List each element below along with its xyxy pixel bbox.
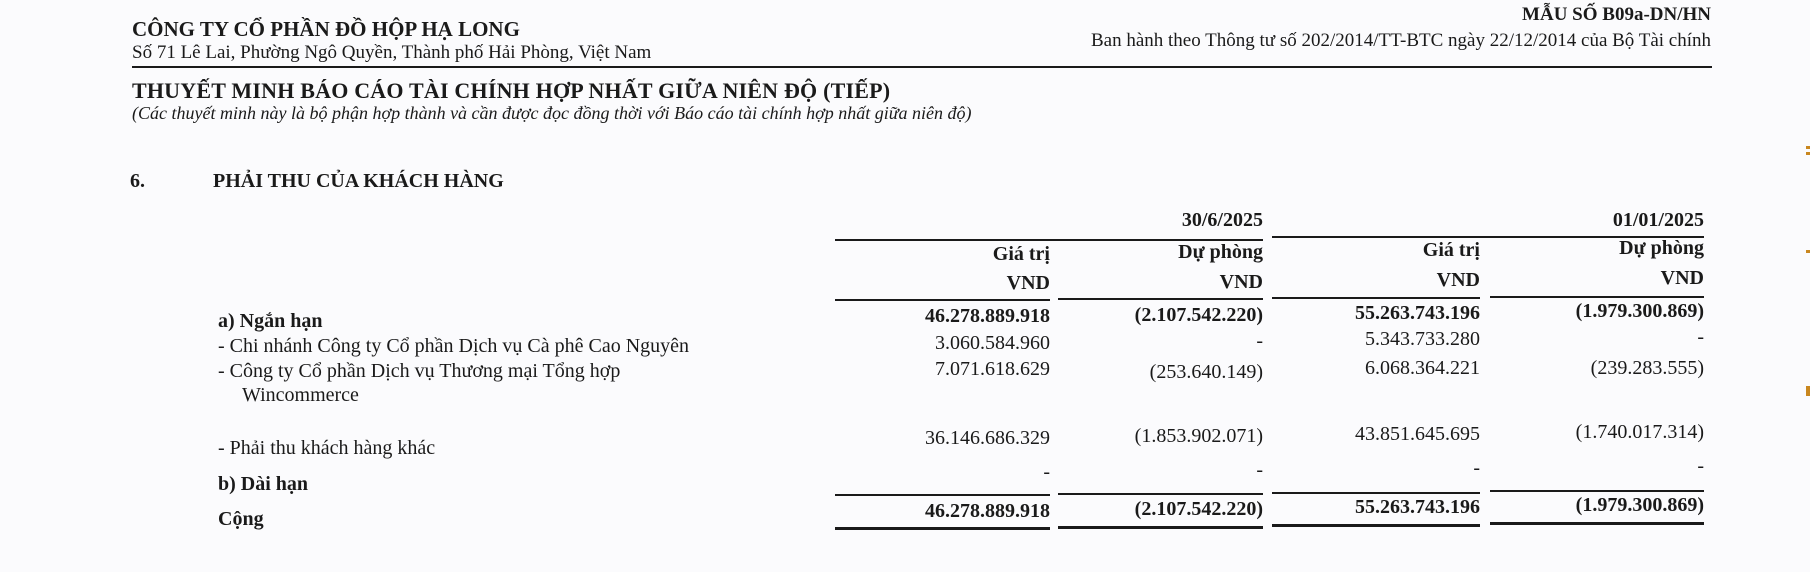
col-unit-3: VND xyxy=(1436,269,1480,291)
regulation-note: Ban hành theo Thông tư số 202/2014/TT-BTC ngày 22/12/2014 của Bộ Tài chính xyxy=(1090,30,1711,51)
col-rule-2 xyxy=(1058,298,1263,300)
scan-mark xyxy=(1806,250,1810,253)
cell: 46.278.889.918 xyxy=(925,305,1050,327)
cell: (2.107.542.220) xyxy=(1134,304,1263,326)
col-unit-4: VND xyxy=(1660,267,1704,289)
section-number: 6. xyxy=(130,170,145,192)
cell: - xyxy=(1697,455,1704,477)
scan-mark xyxy=(1806,386,1810,396)
cell: 7.071.618.629 xyxy=(935,358,1050,380)
cell: (2.107.542.220) xyxy=(1134,498,1263,520)
form-code: MẪU SỐ B09a-DN/HN xyxy=(1522,4,1711,25)
col-unit-2: VND xyxy=(1219,271,1263,293)
total-bottom-rule-4 xyxy=(1490,522,1704,525)
cell: 6.068.364.221 xyxy=(1365,357,1480,379)
row-label: b) Dài hạn xyxy=(218,473,309,495)
cell: (1.979.300.869) xyxy=(1575,494,1704,516)
total-top-rule-3 xyxy=(1272,492,1480,494)
cell: - xyxy=(1256,459,1263,481)
row-label: - Chi nhánh Công ty Cổ phần Dịch vụ Cà phê Cao Nguyên xyxy=(218,335,690,357)
cell: (1.740.017.314) xyxy=(1575,421,1704,443)
row-label-continuation: Wincommerce xyxy=(242,384,359,406)
scan-mark xyxy=(1806,152,1810,155)
company-address: Số 71 Lê Lai, Phường Ngô Quyền, Thành phố Hải Phòng, Việt Nam xyxy=(132,42,652,63)
col-rule-4 xyxy=(1490,296,1704,298)
total-top-rule-4 xyxy=(1490,490,1704,492)
cell: 36.146.686.329 xyxy=(925,427,1050,449)
cell: (1.979.300.869) xyxy=(1575,300,1704,322)
cell: 5.343.733.280 xyxy=(1365,328,1480,350)
cell: (239.283.555) xyxy=(1590,357,1704,379)
section-title: PHẢI THU CỦA KHÁCH HÀNG xyxy=(213,170,504,192)
document-subtitle: (Các thuyết minh này là bộ phận hợp thành và cần được đọc đồng thời với Báo cáo tài chính hợp nhất giữa niên độ) xyxy=(132,103,972,123)
company-name: CÔNG TY CỔ PHẦN ĐỒ HỘP HẠ LONG xyxy=(132,17,520,41)
total-bottom-rule-2 xyxy=(1058,526,1263,529)
cell: 3.060.584.960 xyxy=(935,332,1050,354)
cell: 55.263.743.196 xyxy=(1355,302,1480,324)
scan-mark xyxy=(1806,146,1810,149)
col-header-2: Dự phòng xyxy=(1178,241,1263,263)
total-bottom-rule-3 xyxy=(1272,524,1480,527)
document-title: THUYẾT MINH BÁO CÁO TÀI CHÍNH HỢP NHẤT GIỮA NIÊN ĐỘ (TIẾP) xyxy=(132,78,891,103)
total-bottom-rule-1 xyxy=(835,527,1050,530)
cell: 43.851.645.695 xyxy=(1355,423,1480,445)
cell: 55.263.743.196 xyxy=(1355,496,1480,518)
col-unit-1: VND xyxy=(1006,272,1050,294)
col-header-4: Dự phòng xyxy=(1619,237,1704,259)
cell: 46.278.889.918 xyxy=(925,500,1050,522)
row-label: - Phải thu khách hàng khác xyxy=(218,437,436,459)
cell: (253.640.149) xyxy=(1149,361,1263,383)
col-rule-3 xyxy=(1272,297,1480,299)
total-top-rule-1 xyxy=(835,494,1050,496)
cell: - xyxy=(1256,330,1263,352)
period-header-1: 30/6/2025 xyxy=(1181,209,1263,231)
col-header-1: Giá trị xyxy=(992,243,1050,265)
row-label: - Công ty Cổ phần Dịch vụ Thương mại Tổng hợp xyxy=(218,360,621,382)
header-divider xyxy=(132,66,1712,68)
cell: - xyxy=(1697,326,1704,348)
row-label: a) Ngắn hạn xyxy=(218,310,323,332)
col-rule-1 xyxy=(835,299,1050,301)
total-top-rule-2 xyxy=(1058,493,1263,495)
col-header-3: Giá trị xyxy=(1422,239,1480,261)
cell: (1.853.902.071) xyxy=(1134,425,1263,447)
period-header-2: 01/01/2025 xyxy=(1612,209,1704,231)
cell: - xyxy=(1473,457,1480,479)
row-label: Cộng xyxy=(218,508,264,530)
cell: - xyxy=(1043,461,1050,483)
